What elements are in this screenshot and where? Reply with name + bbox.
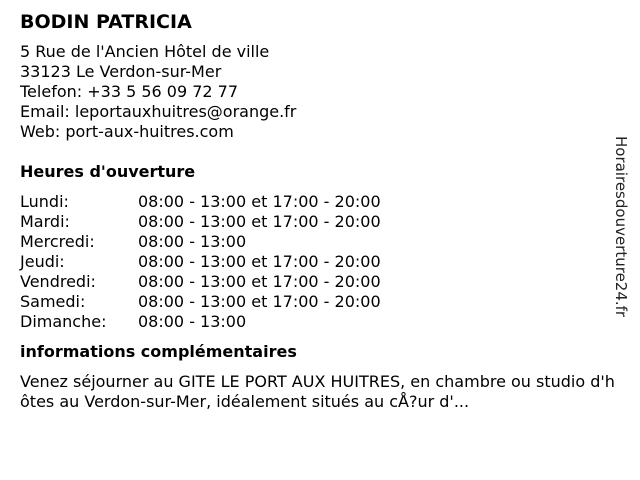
web-line: Web: port-aux-huitres.com [20, 122, 234, 141]
day-label: Mardi: [20, 212, 70, 231]
day-label: Samedi: [20, 292, 86, 311]
address-street: 5 Rue de l'Ancien Hôtel de ville [20, 42, 270, 61]
day-hours: 08:00 - 13:00 et 17:00 - 20:00 [138, 252, 381, 271]
email-line: Email: leportauxhuitres@orange.fr [20, 102, 297, 121]
day-hours: 08:00 - 13:00 et 17:00 - 20:00 [138, 272, 381, 291]
day-label: Lundi: [20, 192, 69, 211]
day-hours: 08:00 - 13:00 [138, 232, 247, 251]
additional-info-text: Venez séjourner au GITE LE PORT AUX HUITRES, en chambre ou studio d'hôtes au Verdon-sur-Mer, idéalement situés au cÅ?ur d'... [20, 372, 615, 411]
day-hours: 08:00 - 13:00 et 17:00 - 20:00 [138, 212, 381, 231]
day-label: Jeudi: [20, 252, 65, 271]
day-hours: 08:00 - 13:00 [138, 312, 247, 331]
hours-row-sunday [20, 312, 381, 332]
hours-row-monday [20, 192, 381, 212]
hours-row-tuesday [20, 212, 381, 232]
hours-row-thursday [20, 252, 381, 272]
day-label: Dimanche: [20, 312, 107, 331]
hours-row-friday [20, 272, 381, 292]
business-name: BODIN PATRICIA [20, 11, 192, 33]
hours-row-wednesday [20, 232, 381, 252]
opening-hours-title: Heures d'ouverture [20, 162, 196, 181]
additional-info-title: informations complémentaires [20, 342, 297, 361]
day-hours: 08:00 - 13:00 et 17:00 - 20:00 [138, 192, 381, 211]
address-city: 33123 Le Verdon-sur-Mer [20, 62, 222, 81]
business-card [20, 10, 620, 412]
opening-hours-table [20, 192, 381, 332]
hours-row-saturday [20, 292, 381, 312]
day-label: Mercredi: [20, 232, 95, 251]
day-hours: 08:00 - 13:00 et 17:00 - 20:00 [138, 292, 381, 311]
site-watermark: Horairesdouverture24.fr [612, 136, 630, 318]
day-label: Vendredi: [20, 272, 96, 291]
phone-line: Telefon: +33 5 56 09 72 77 [20, 82, 239, 101]
